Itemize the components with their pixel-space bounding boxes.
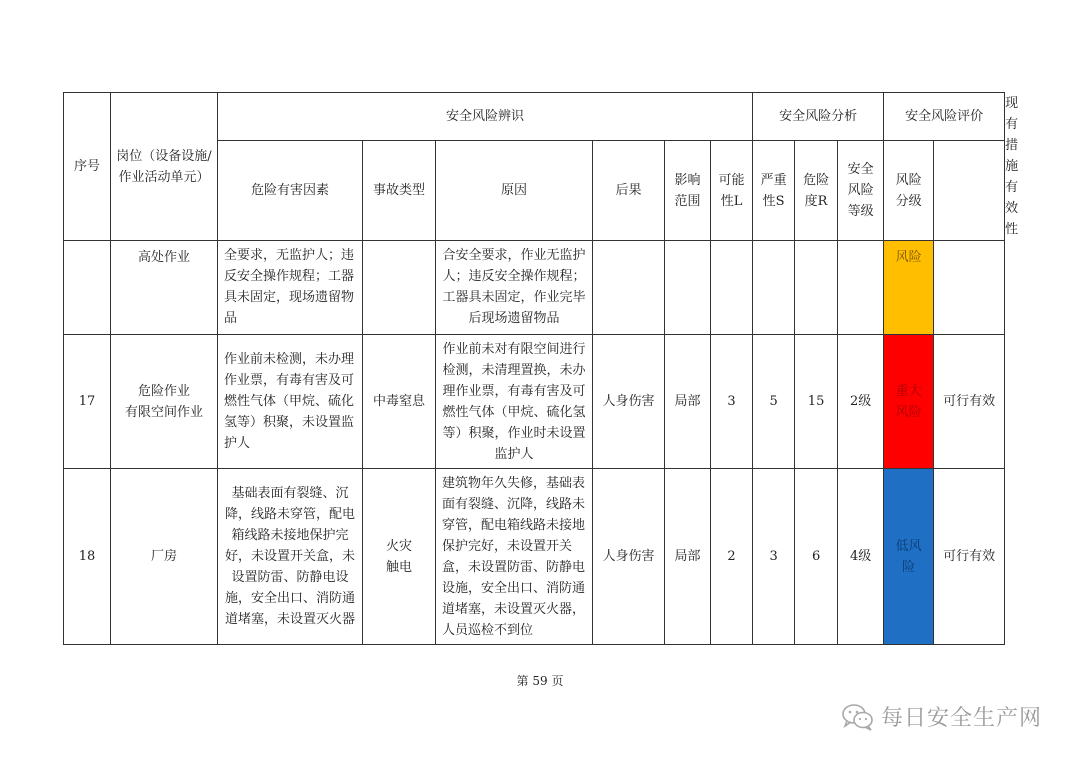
header-scope: 影响 范围 (665, 141, 711, 241)
header-accident-type: 事故类型 (363, 141, 436, 241)
cell-scope (665, 241, 711, 335)
cell-index: 18 (64, 469, 111, 645)
header-hazard: 危险有害因素 (218, 141, 363, 241)
cell-risk-grade: 2级 (838, 335, 884, 469)
header-risk-degree: 危险 度R (795, 141, 838, 241)
cell-effectiveness: 可行有效 (934, 335, 1005, 469)
watermark (841, 701, 1042, 732)
cell-index: 17 (64, 335, 111, 469)
cell-hazard: 基础表面有裂缝、沉降，线路未穿管，配电箱线路未接地保护完好，未设置开关盒，未设置防雷、防静电设施，安全出口、消防通道堵塞，未设置灭火器 (224, 486, 355, 627)
header-cause: 原因 (436, 141, 593, 241)
table-row (64, 241, 1005, 335)
cell-accident-type: 火灾 触电 (363, 469, 436, 645)
cell-risk-grade (838, 241, 884, 335)
cell-risk-level: 低风 险 (884, 469, 934, 645)
page-number: 第 59 页 (516, 674, 564, 688)
cell-severity (753, 241, 795, 335)
risk-assessment-table (63, 92, 1019, 645)
cell-severity: 3 (753, 469, 795, 645)
cell-consequence (593, 241, 665, 335)
header-consequence: 后果 (593, 141, 665, 241)
cell-accident-type: 中毒窒息 (363, 335, 436, 469)
cell-likelihood: 2 (711, 469, 753, 645)
table-row (64, 335, 1005, 469)
cell-cause: 作业前未对有限空间进行检测，未清理置换，未办理作业票，有毒有害及可燃性气体（甲烷、硫化氢等）积聚，作业时未设置监护人 (442, 341, 586, 462)
cell-risk-degree (795, 241, 838, 335)
header-severity: 严重 性S (753, 141, 795, 241)
cell-position: 危险作业 有限空间作业 (111, 335, 218, 469)
cell-risk-grade: 4级 (838, 469, 884, 645)
watermark-text: 每日安全生产网 (880, 706, 1042, 731)
header-analysis-group: 安全风险分析 (753, 93, 884, 141)
table-row (64, 469, 1005, 645)
header-risk-grade: 安全 风险 等级 (838, 141, 884, 241)
cell-risk-degree: 15 (795, 335, 838, 469)
cell-risk-level: 重大 风险 (884, 335, 934, 469)
cell-effectiveness (934, 241, 1005, 335)
cell-consequence: 人身伤害 (593, 335, 665, 469)
cell-scope: 局部 (665, 335, 711, 469)
header-risk-level: 风险 分级 (884, 141, 934, 241)
header-evaluation-group: 安全风险评价 (884, 93, 1005, 141)
cell-likelihood (711, 241, 753, 335)
header-identify-group: 安全风险辨识 (218, 93, 753, 141)
cell-scope: 局部 (665, 469, 711, 645)
cell-risk-degree: 6 (795, 469, 838, 645)
cell-effectiveness: 可行有效 (934, 469, 1005, 645)
cell-consequence: 人身伤害 (593, 469, 665, 645)
cell-severity: 5 (753, 335, 795, 469)
cell-position: 高处作业 (111, 241, 218, 335)
cell-hazard: 全要求，无监护人；违反安全操作规程；工器具未固定，现场遗留物品 (224, 248, 355, 326)
wechat-logo-icon (841, 703, 875, 731)
cell-likelihood: 3 (711, 335, 753, 469)
header-likelihood: 可能 性L (711, 141, 753, 241)
cell-index (64, 241, 111, 335)
cell-cause: 建筑物年久失修，基础表面有裂缝、沉降，线路未穿管，配电箱线路未接地保护完好，未设置开关盒，未设置防雷、防静电设施，安全出口、消防通道堵塞，未设置灭火器，人员巡检不到位 (442, 475, 586, 638)
cell-cause: 合安全要求，作业无监护人；违反安全操作规程；工器具未固定，作业完毕后现场遗留物品 (442, 248, 586, 326)
header-row-1: 序号 岗位（设备设施/ 作业活动单元） 安全风险辨识 安全风险分析 安全风险评价 现有措施 有效性 (64, 93, 1005, 141)
cell-hazard: 作业前未检测，未办理作业票，有毒有害及可燃性气体（甲烷、硫化氢等）积聚，未设置监护人 (224, 352, 355, 451)
cell-position: 厂房 (111, 469, 218, 645)
header-position: 岗位（设备设施/ 作业活动单元） (111, 93, 218, 241)
cell-accident-type (363, 241, 436, 335)
header-index: 序号 (64, 93, 111, 241)
cell-risk-level: 风险 (884, 241, 934, 335)
